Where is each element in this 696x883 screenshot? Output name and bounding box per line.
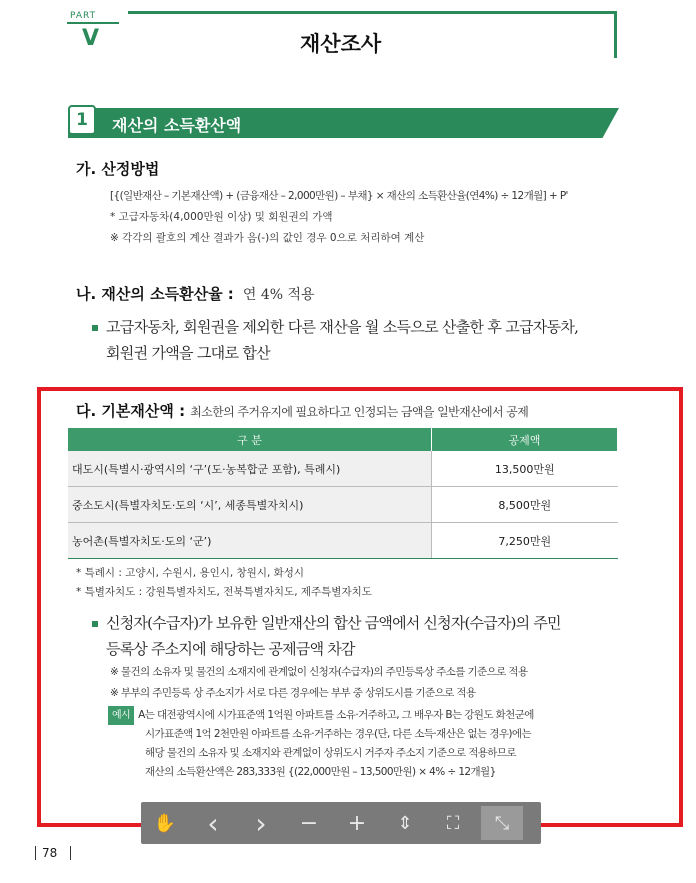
page-number: 78 <box>42 846 58 860</box>
example-line1: A는 대전광역시에 시가표준액 1억원 아파트를 소유·거주하고, 그 배우자 B는 강원도 화천군에 <box>138 709 534 721</box>
na-bullet-line2: 회원권 가액을 그대로 합산 <box>106 344 270 362</box>
da-bullet-line1: 신청자(수급자)가 보유한 일반재산의 합산 금액에서 신청자(수급자)의 주민 <box>106 614 561 632</box>
da-bullet-line2: 등록상 주소지에 해당하는 공제금액 차감 <box>106 640 355 658</box>
na-bullet <box>92 314 622 366</box>
part-number: V <box>82 26 100 51</box>
fullscreen-icon[interactable]: ⛶ <box>446 812 460 834</box>
heading-na: 나. 재산의 소득환산율 : <box>76 285 234 303</box>
ga-note-2: ※ 각각의 괄호의 계산 결과가 음(-)의 값인 경우 0으로 처리하여 계산 <box>110 232 425 244</box>
example-tag: 예시 <box>108 706 134 725</box>
example-line4: 재산의 소득환산액은 283,333원 {(22,000만원 – 13,500만원) × 4% ÷ 12개월} <box>145 766 496 778</box>
table-cell-amount: 13,500만원 <box>432 451 618 487</box>
part-label: PART <box>70 11 97 21</box>
da-footnote-2: * 특별자치도 : 강원특별자치도, 전북특별자치도, 제주특별자치도 <box>76 586 372 598</box>
bullet-square-icon <box>92 325 98 331</box>
table-cell-amount: 8,500만원 <box>432 487 618 523</box>
exit-fullscreen-icon[interactable]: ⤡ <box>481 806 523 840</box>
table-cell-amount: 7,250만원 <box>432 523 618 559</box>
page-number-bar-right <box>70 846 71 860</box>
example-line3: 해당 물건의 소유자 및 소재지와 관계없이 상위도시 거주자 주소지 기준으로 적용하므로 <box>145 747 516 759</box>
table-cell-category: 중소도시(특별자치도·도의 ‘시’, 세종특별자치시) <box>68 487 432 523</box>
zoom-out-icon[interactable]: − <box>299 810 319 836</box>
ga-note-1: * 고급자동차(4,000만원 이상) 및 회원권의 가액 <box>110 211 333 223</box>
table-cell-category: 대도시(특별시·광역시의 ‘구’(도·농복합군 포함), 특례시) <box>68 451 432 487</box>
table-cell-category: 농어촌(특별자치도·도의 ‘군’) <box>68 523 432 559</box>
section-title: 재산의 소득환산액 <box>112 116 242 135</box>
na-rate: 연 4% 적용 <box>242 287 315 303</box>
da-footnote-1: * 특례시 : 고양시, 수원시, 용인시, 창원시, 화성시 <box>76 567 305 579</box>
example-line2: 시가표준액 1억 2천만원 아파트를 소유·거주하는 경우(단, 다른 소득·재산은 없는 경우)에는 <box>145 728 532 740</box>
header-side-rule <box>614 11 617 58</box>
fit-page-icon[interactable]: ⇕ <box>397 812 413 834</box>
hand-tool-icon[interactable]: ✋ <box>153 812 177 834</box>
da-note-2: ※ 부부의 주민등록 상 주소지가 서로 다른 경우에는 부부 중 상위도시를 기준으로 적용 <box>110 687 476 699</box>
table-header-amount: 공제액 <box>432 428 618 451</box>
viewer-toolbar <box>141 802 541 844</box>
heading-da: 다. 기본재산액 : <box>76 402 186 420</box>
highlight-frame <box>37 387 683 827</box>
na-bullet-line1: 고급자동차, 회원권을 제외한 다른 재산을 월 소득으로 산출한 후 고급자동차, <box>106 318 579 336</box>
da-desc: 최소한의 주거유지에 필요하다고 인정되는 금액을 일반재산에서 공제 <box>190 405 529 419</box>
part-rule <box>67 22 119 24</box>
section-number: 1 <box>68 105 96 135</box>
page-number-bar-left <box>35 846 36 860</box>
page-title: 재산조사 <box>300 32 382 56</box>
zoom-in-icon[interactable]: + <box>347 810 367 836</box>
formula-text: [{(일반재산 – 기본재산액) + (금융재산 – 2,000만원) – 부채} × 재산의 소득환산율(연4%) ÷ 12개월] + P' <box>110 190 568 202</box>
table-header-category: 구 분 <box>68 428 432 451</box>
heading-ga: 가. 산정방법 <box>76 160 160 178</box>
next-page-icon[interactable]: › <box>255 806 267 840</box>
prev-page-icon[interactable]: ‹ <box>207 806 219 840</box>
header-rule <box>128 11 616 14</box>
da-note-1: ※ 물건의 소유자 및 물건의 소재지에 관계없이 신청자(수급자)의 주민등록상 주소를 기준으로 적용 <box>110 666 528 678</box>
heading-na-row <box>76 283 315 304</box>
